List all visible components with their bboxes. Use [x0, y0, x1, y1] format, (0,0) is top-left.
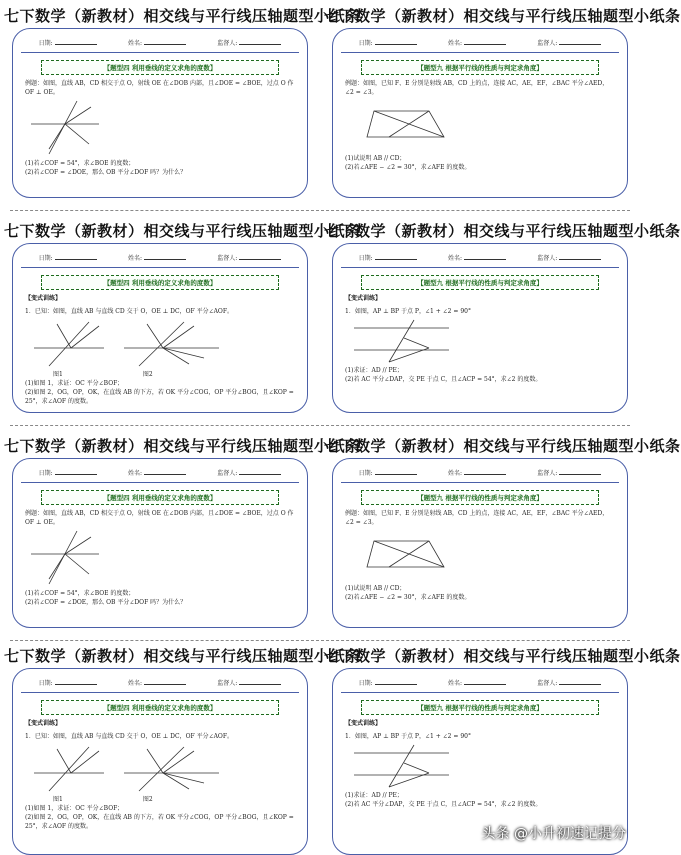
question-2: (2)如图 2，OG，OP，OK，在直线 AB 的下方，若 OK 平分∠COG，OP 平分∠BOG，且∠KOP = 25°，求∠AOF 的度数。 — [25, 814, 294, 830]
question-2: (2)若 AC 平分∠DAP，交 PE 于点 C，且∠ACP = 54°，求∠2 的度数。 — [345, 801, 542, 808]
date-field[interactable] — [375, 44, 417, 45]
slip-card — [332, 243, 628, 413]
name-label: 姓名: — [447, 255, 462, 262]
question-1: (1)如图 1，求证：OC 平分∠BOF； — [25, 805, 124, 812]
date-label: 日期: — [358, 680, 373, 687]
date-field[interactable] — [375, 684, 417, 685]
name-field[interactable] — [464, 44, 506, 45]
supervisor-label: 监督人: — [217, 255, 238, 262]
supervisor-label: 监督人: — [217, 470, 238, 477]
slip-meta — [333, 244, 627, 262]
geometry-figure — [13, 529, 307, 589]
question-2: (2)如图 2，OG，OP，OK，在直线 AB 的下方，若 OK 平分∠COG，OP 平分∠BOG，且∠KOP = 25°，求∠AOF 的度数。 — [25, 389, 294, 405]
supervisor-label: 监督人: — [217, 680, 238, 687]
geometry-figure — [13, 99, 307, 159]
problem-text: 1．如图，AP ⊥ BP 于点 P，∠1 + ∠2 = 90° — [345, 308, 471, 315]
slip-title: 七下数学（新教材）相交线与平行线压轴题型小纸条 — [324, 647, 681, 665]
name-label: 姓名: — [127, 40, 142, 47]
name-label: 姓名: — [447, 40, 462, 47]
question-2: (2)若∠COF = ∠DOE，那么 OB 平分∠DOF 吗？为什么？ — [25, 599, 187, 606]
topic-banner: 【题型四 利用垂线的定义求角的度数】 — [41, 275, 278, 290]
geometry-figure — [333, 529, 627, 584]
supervisor-field[interactable] — [239, 474, 281, 475]
slip-r2-c2 — [324, 221, 681, 383]
date-field[interactable] — [55, 684, 97, 685]
name-label: 姓名: — [127, 470, 142, 477]
date-label: 日期: — [358, 470, 373, 477]
topic-banner: 【题型九 根据平行线的性质与判定求角度】 — [361, 490, 598, 505]
slip-r3-c2 — [324, 436, 681, 601]
variant-heading: 【变式训练】 — [345, 295, 382, 302]
date-field[interactable] — [55, 474, 97, 475]
topic-banner: 【题型四 利用垂线的定义求角的度数】 — [41, 60, 278, 75]
topic-banner: 【题型四 利用垂线的定义求角的度数】 — [41, 700, 278, 715]
date-field[interactable] — [375, 259, 417, 260]
slip-title: 七下数学（新教材）相交线与平行线压轴题型小纸条 — [324, 7, 681, 25]
date-label: 日期: — [38, 255, 53, 262]
slip-meta — [13, 244, 307, 262]
slip-title: 七下数学（新教材）相交线与平行线压轴题型小纸条 — [4, 437, 361, 455]
question-2: (2)若∠AFE − ∠2 = 30°，求∠AFE 的度数。 — [345, 164, 471, 171]
question-1: (1)求证：AD // PE； — [345, 367, 403, 374]
name-field[interactable] — [464, 474, 506, 475]
slip-title: 七下数学（新教材）相交线与平行线压轴题型小纸条 — [4, 222, 361, 240]
geometry-figure — [13, 743, 307, 795]
slip-card — [332, 28, 628, 198]
slip-r1-c2 — [324, 6, 681, 171]
supervisor-field[interactable] — [559, 44, 601, 45]
slip-card — [12, 668, 308, 855]
date-label: 日期: — [358, 255, 373, 262]
slip-card — [12, 458, 308, 628]
problem-text: 例题：如图，已知 F、E 分别是射线 AB，CD 上的点，连接 AC，AE，EF，∠BAC 平分∠AED，∠2 = ∠3。 — [345, 510, 609, 526]
slip-meta — [333, 669, 627, 687]
date-label: 日期: — [38, 40, 53, 47]
figure-labels: 图1 图2 — [53, 796, 153, 803]
slip-card — [332, 458, 628, 628]
supervisor-label: 监督人: — [217, 40, 238, 47]
slip-meta — [333, 459, 627, 477]
supervisor-field[interactable] — [239, 259, 281, 260]
slip-r4-c2 — [324, 646, 681, 808]
divider-line — [21, 692, 299, 693]
name-field[interactable] — [464, 684, 506, 685]
topic-banner: 【题型九 根据平行线的性质与判定求角度】 — [361, 275, 598, 290]
variant-heading: 【变式训练】 — [345, 720, 382, 727]
divider-line — [21, 482, 299, 483]
cut-line — [10, 425, 630, 426]
name-label: 姓名: — [127, 255, 142, 262]
question-1: (1)试说明 AB // CD； — [345, 585, 406, 592]
slip-title: 七下数学（新教材）相交线与平行线压轴题型小纸条 — [324, 222, 681, 240]
slip-title: 七下数学（新教材）相交线与平行线压轴题型小纸条 — [324, 437, 681, 455]
problem-text: 1．如图，AP ⊥ BP 于点 P，∠1 + ∠2 = 90° — [345, 733, 471, 740]
geometry-figure — [13, 318, 307, 370]
watermark: 头条 @小升初速记提分 — [481, 826, 626, 842]
problem-text: 例题：如图，直线 AB，CD 相交于点 O，射线 OE 在∠DOB 内部，且∠DOE = ∠BOE，过点 O 作 OF ⊥ OE。 — [25, 80, 294, 96]
name-field[interactable] — [464, 259, 506, 260]
slip-meta — [13, 459, 307, 477]
topic-banner: 【题型九 根据平行线的性质与判定求角度】 — [361, 60, 598, 75]
question-1: (1)若∠COF = 54°，求∠BOE 的度数； — [25, 160, 135, 167]
slip-r3-c1 — [4, 436, 361, 606]
name-label: 姓名: — [447, 470, 462, 477]
variant-heading: 【变式训练】 — [25, 720, 62, 727]
supervisor-label: 监督人: — [537, 255, 558, 262]
topic-banner: 【题型四 利用垂线的定义求角的度数】 — [41, 490, 278, 505]
supervisor-label: 监督人: — [537, 470, 558, 477]
question-2: (2)若∠AFE − ∠2 = 30°，求∠AFE 的度数。 — [345, 594, 471, 601]
date-field[interactable] — [55, 44, 97, 45]
date-field[interactable] — [375, 474, 417, 475]
name-label: 姓名: — [447, 680, 462, 687]
supervisor-field[interactable] — [559, 474, 601, 475]
slip-card — [12, 28, 308, 198]
variant-heading: 【变式训练】 — [25, 295, 62, 302]
divider-line — [341, 267, 619, 268]
question-1: (1)求证：AD // PE； — [345, 792, 403, 799]
name-field[interactable] — [144, 474, 186, 475]
supervisor-field[interactable] — [239, 684, 281, 685]
slip-title: 七下数学（新教材）相交线与平行线压轴题型小纸条 — [4, 647, 361, 665]
divider-line — [21, 52, 299, 53]
geometry-figure — [333, 318, 627, 366]
question-1: (1)如图 1，求证：OC 平分∠BOF； — [25, 380, 124, 387]
name-field[interactable] — [144, 684, 186, 685]
slip-meta — [13, 669, 307, 687]
divider-line — [341, 52, 619, 53]
slip-title: 七下数学（新教材）相交线与平行线压轴题型小纸条 — [4, 7, 361, 25]
problem-text: 1．已知：如图，直线 AB 与直线 CD 交于 O，OE ⊥ DC，OF 平分∠AOF。 — [25, 308, 234, 315]
slip-meta — [13, 29, 307, 47]
slip-r1-c1 — [4, 6, 361, 176]
divider-line — [341, 482, 619, 483]
problem-text: 例题：如图，已知 F、E 分别是射线 AB，CD 上的点，连接 AC，AE，EF，∠BAC 平分∠AED，∠2 = ∠3。 — [345, 80, 609, 96]
date-field[interactable] — [55, 259, 97, 260]
date-label: 日期: — [358, 40, 373, 47]
date-label: 日期: — [38, 680, 53, 687]
problem-text: 1．已知：如图，直线 AB 与直线 CD 交于 O，OE ⊥ DC，OF 平分∠AOF。 — [25, 733, 234, 740]
divider-line — [341, 692, 619, 693]
cut-line — [10, 640, 630, 641]
geometry-figure — [333, 743, 627, 791]
slip-card — [12, 243, 308, 413]
supervisor-label: 监督人: — [537, 680, 558, 687]
supervisor-field[interactable] — [559, 259, 601, 260]
name-label: 姓名: — [127, 680, 142, 687]
problem-text: 例题：如图，直线 AB，CD 相交于点 O，射线 OE 在∠DOB 内部，且∠DOE = ∠BOE，过点 O 作 OF ⊥ OE。 — [25, 510, 294, 526]
divider-line — [21, 267, 299, 268]
supervisor-label: 监督人: — [537, 40, 558, 47]
question-1: (1)试说明 AB // CD； — [345, 155, 406, 162]
name-field[interactable] — [144, 44, 186, 45]
figure-labels: 图1 图2 — [53, 371, 153, 378]
topic-banner: 【题型九 根据平行线的性质与判定求角度】 — [361, 700, 598, 715]
supervisor-field[interactable] — [559, 684, 601, 685]
name-field[interactable] — [144, 259, 186, 260]
slip-r2-c1 — [4, 221, 361, 405]
geometry-figure — [333, 99, 627, 154]
slip-meta — [333, 29, 627, 47]
question-1: (1)若∠COF = 54°，求∠BOE 的度数； — [25, 590, 135, 597]
question-2: (2)若 AC 平分∠DAP，交 PE 于点 C，且∠ACP = 54°，求∠2 的度数。 — [345, 376, 542, 383]
slip-r4-c1 — [4, 646, 361, 830]
supervisor-field[interactable] — [239, 44, 281, 45]
cut-line — [10, 210, 630, 211]
question-2: (2)若∠COF = ∠DOE，那么 OB 平分∠DOF 吗？为什么？ — [25, 169, 187, 176]
date-label: 日期: — [38, 470, 53, 477]
